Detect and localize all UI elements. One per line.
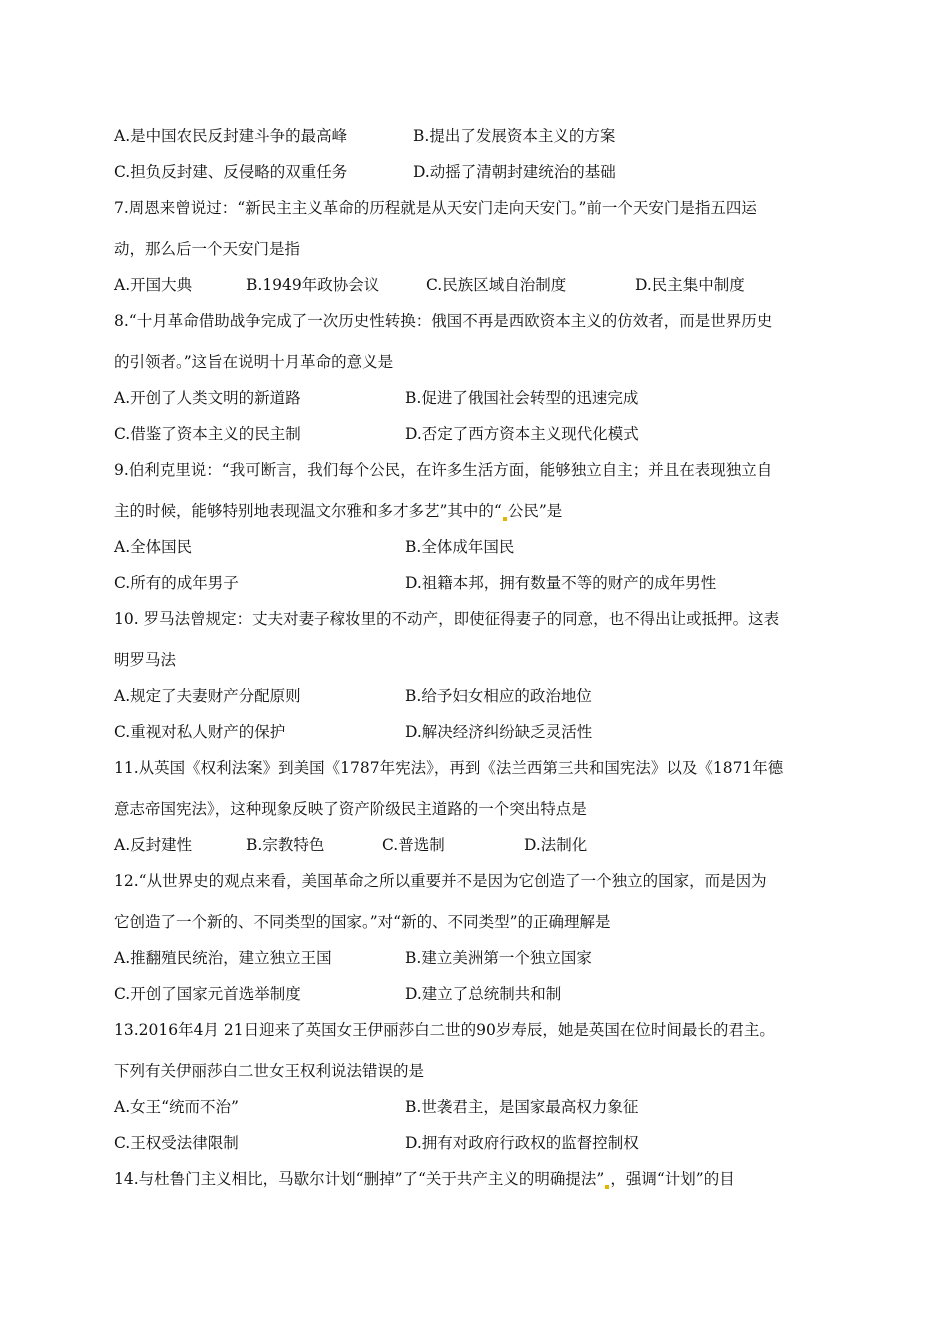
q7-option-a: A.开国大典 <box>114 276 193 294</box>
q10-option-c: C.重视对私人财产的保护 <box>114 723 286 741</box>
q10-option-a: A.规定了夫妻财产分配原则 <box>114 687 301 705</box>
q13-stem-line2: 下列有关伊丽莎白二世女王权利说法错误的是 <box>114 1062 425 1080</box>
q13-stem-line1: 13.2016年4月 21日迎来了英国女王伊丽莎白二世的90岁寿辰，她是英国在位时间最长的君主。 <box>114 1021 775 1039</box>
q10-option-b: B.给予妇女相应的政治地位 <box>405 687 592 705</box>
q8-stem-line2: 的引领者。”这旨在说明十月革命的意义是 <box>114 353 394 371</box>
q6-option-a: A.是中国农民反封建斗争的最高峰 <box>114 127 348 145</box>
q6-option-d: D.动摇了清朝封建统治的基础 <box>413 163 616 181</box>
q8-option-b: B.促进了俄国社会转型的迅速完成 <box>405 389 639 407</box>
q13-option-d: D.拥有对政府行政权的监督控制权 <box>405 1134 639 1152</box>
q11-option-c: C.普选制 <box>382 836 445 854</box>
yellow-dot-mark <box>503 517 507 521</box>
q14-stem-line1-start: 14.与杜鲁门主义相比，马歇尔计划“删掉”了“关于共产主义的明确提法” <box>114 1170 605 1188</box>
q11-option-d: D.法制化 <box>524 836 588 854</box>
q7-stem-line2: 动，那么后一个天安门是指 <box>114 240 301 258</box>
q12-option-a: A.推翻殖民统治，建立独立王国 <box>114 949 332 967</box>
q6-option-c: C.担负反封建、反侵略的双重任务 <box>114 163 348 181</box>
q8-option-d: D.否定了西方资本主义现代化模式 <box>405 425 639 443</box>
q9-option-d: D.祖籍本邦，拥有数量不等的财产的成年男性 <box>405 574 717 592</box>
q7-option-c: C.民族区域自治制度 <box>426 276 567 294</box>
q8-option-c: C.借鉴了资本主义的民主制 <box>114 425 301 443</box>
q12-stem-line1: 12.“从世界史的观点来看，美国革命之所以重要并不是因为它创造了一个独立的国家，而是因为 <box>114 872 767 890</box>
q7-option-b: B.1949年政协会议 <box>246 276 380 294</box>
q14-stem-line1 <box>114 1169 735 1189</box>
q12-option-c: C.开创了国家元首选举制度 <box>114 985 301 1003</box>
q9-option-a: A.全体国民 <box>114 538 193 556</box>
q9-stem-line2-end: 公民”是 <box>507 502 563 520</box>
q12-option-b: B.建立美洲第一个独立国家 <box>405 949 592 967</box>
q8-option-a: A.开创了人类文明的新道路 <box>114 389 301 407</box>
q11-option-b: B.宗教特色 <box>246 836 325 854</box>
q10-stem-line1: 10. 罗马法曾规定：丈夫对妻子稼妆里的不动产，即使征得妻子的同意，也不得出让或抵押。这表 <box>114 610 780 628</box>
q10-option-d: D.解决经济纠纷缺乏灵活性 <box>405 723 593 741</box>
q13-option-a: A.女王“统而不治” <box>114 1098 239 1116</box>
q9-option-b: B.全体成年国民 <box>405 538 515 556</box>
q11-stem-line2: 意志帝国宪法》，这种现象反映了资产阶级民主道路的一个突出特点是 <box>114 800 587 818</box>
q12-stem-line2: 它创造了一个新的、不同类型的国家。”对“新的、不同类型”的正确理解是 <box>114 913 611 931</box>
q11-option-a: A.反封建性 <box>114 836 193 854</box>
q12-option-d: D.建立了总统制共和制 <box>405 985 562 1003</box>
q9-stem-line2 <box>114 501 562 521</box>
yellow-dot-mark <box>605 1185 609 1189</box>
q6-option-b: B.提出了发展资本主义的方案 <box>413 127 616 145</box>
q9-option-c: C.所有的成年男子 <box>114 574 239 592</box>
q10-stem-line2: 明罗马法 <box>114 651 177 669</box>
q14-stem-line1-end: ，强调“计划”的目 <box>610 1170 735 1188</box>
q9-stem-line1: 9.伯利克里说：“我可断言，我们每个公民，在许多生活方面，能够独立自主；并且在表现独立自 <box>114 461 773 479</box>
q13-option-b: B.世袭君主，是国家最高权力象征 <box>405 1098 639 1116</box>
q11-stem-line1: 11.从英国《权利法案》到美国《1787年宪法》，再到《法兰西第三共和国宪法》以及《1871年德 <box>114 759 784 777</box>
q7-stem-line1: 7.周恩来曾说过：“新民主主义革命的历程就是从天安门走向天安门。”前一个天安门是指五四运 <box>114 199 757 217</box>
q13-option-c: C.王权受法律限制 <box>114 1134 239 1152</box>
q9-stem-line2-start: 主的时候，能够特别地表现温文尔雅和多才多艺”其中的“ <box>114 502 502 520</box>
q8-stem-line1: 8.“十月革命借助战争完成了一次历史性转换：俄国不再是西欧资本主义的仿效者，而是世界历史 <box>114 312 773 330</box>
q7-option-d: D.民主集中制度 <box>635 276 745 294</box>
